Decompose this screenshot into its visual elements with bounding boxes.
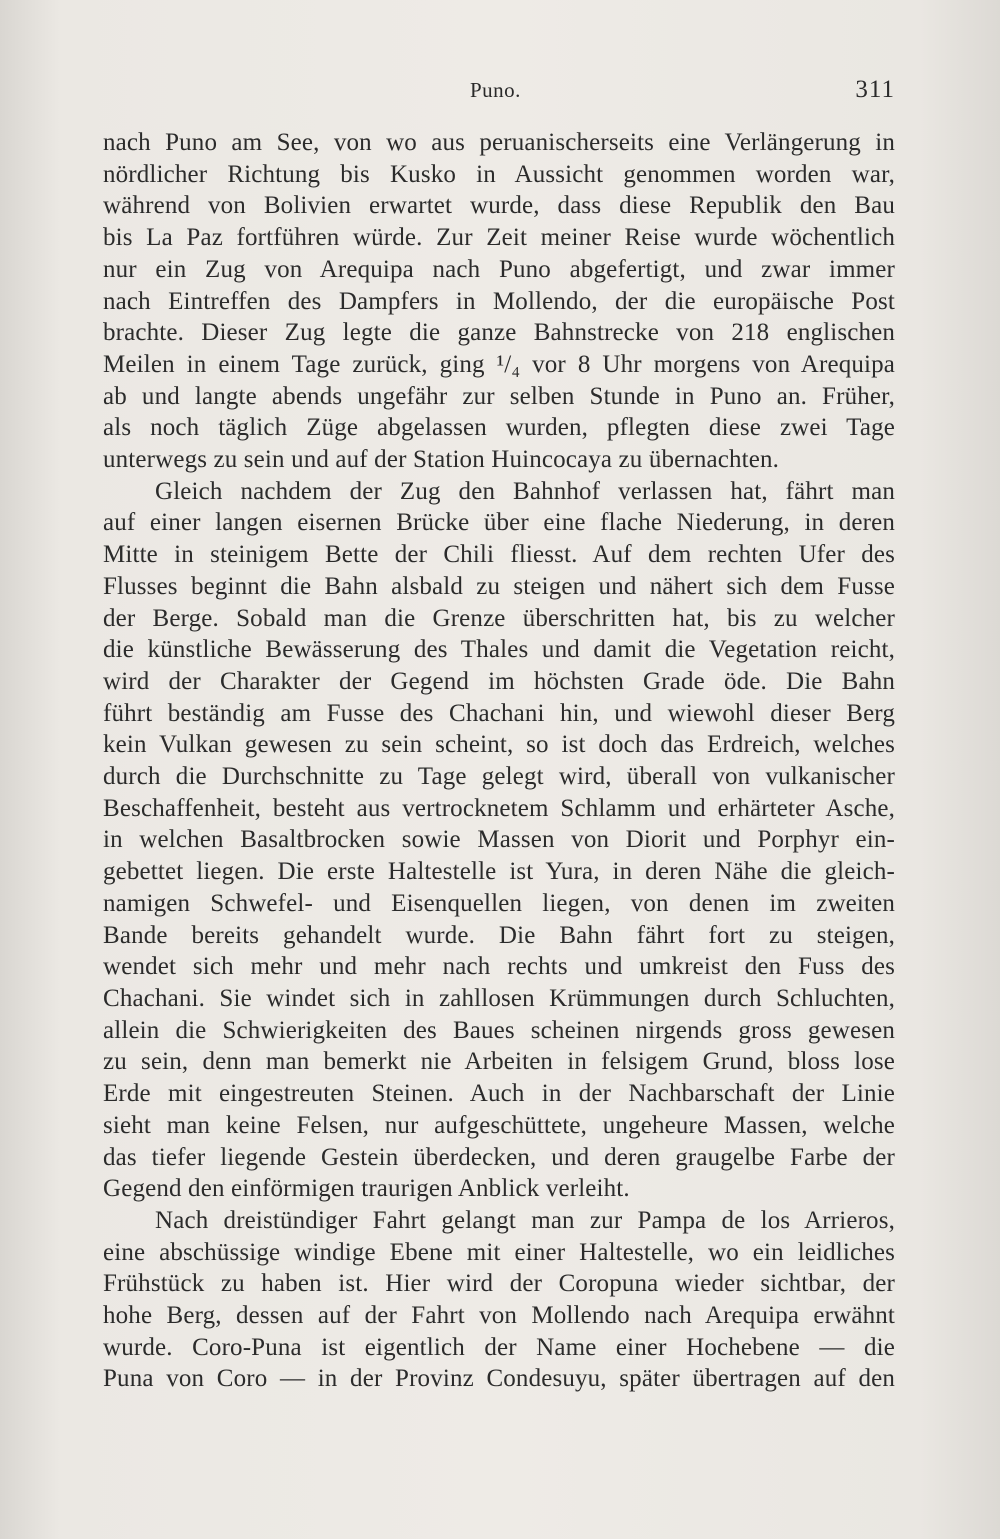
page-header: [100, 78, 895, 108]
text-line: Mitte in steinigem Bette der Chili fliesst. Auf dem rechten Ufer des: [103, 541, 895, 569]
text-line: Chachani. Sie windet sich in zahllosen Krümmungen durch Schluchten,: [103, 984, 895, 1012]
text-line: zu sein, denn man bemerkt nie Arbeiten in felsigem Grund, bloss lose: [103, 1048, 895, 1076]
text-line: Bande bereits gehandelt wurde. Die Bahn fährt fort zu steigen,: [103, 921, 895, 949]
text-line: namigen Schwefel- und Eisenquellen liegen, von denen im zweiten: [103, 889, 895, 917]
text-line: nach Eintreffen des Dampfers in Mollendo, der die europäische Post: [103, 287, 895, 315]
text-line: die künstliche Bewässerung des Thales und damit die Vegetation reicht,: [103, 636, 895, 664]
page-number: 311: [855, 76, 895, 103]
text-line: allein die Schwierigkeiten des Baues scheinen nirgends gross gewesen: [103, 1016, 895, 1044]
text-line: brachte. Dieser Zug legte die ganze Bahnstrecke von 218 englischen: [103, 319, 895, 347]
text-line: gebettet liegen. Die erste Haltestelle ist Yura, in deren Nähe die gleich-: [103, 858, 895, 886]
text-line: ab und langte abends ungefähr zur selben Stunde in Puno an. Früher,: [103, 382, 895, 410]
text-line: Erde mit eingestreuten Steinen. Auch in der Nachbarschaft der Linie: [103, 1080, 895, 1108]
text-line: eine abschüssige windige Ebene mit einer Haltestelle, wo ein leidliches: [103, 1238, 895, 1266]
text-line: in welchen Basaltbrocken sowie Massen von Diorit und Porphyr ein-: [103, 826, 895, 854]
text-line: kein Vulkan gewesen zu sein scheint, so ist doch das Erdreich, welches: [103, 731, 895, 759]
text-line: auf einer langen eisernen Brücke über eine flache Niederung, in deren: [103, 509, 895, 537]
text-line: sieht man keine Felsen, nur aufgeschüttete, ungeheure Massen, welche: [103, 1111, 895, 1139]
text-line: Beschaffenheit, besteht aus vertrocknetem Schlamm und erhärteter Asche,: [103, 794, 895, 822]
body-text: [103, 127, 895, 1395]
text-line: als noch täglich Züge abgelassen wurden, pflegten diese zwei Tage: [103, 414, 895, 442]
text-line: nach Puno am See, von wo aus peruanischerseits eine Verlängerung in: [103, 129, 895, 156]
text-line: Frühstück zu haben ist. Hier wird der Coropuna wieder sichtbar, der: [103, 1270, 895, 1298]
text-line: nur ein Zug von Arequipa nach Puno abgefertigt, und zwar immer: [103, 255, 895, 283]
text-line: wendet sich mehr und mehr nach rechts und umkreist den Fuss des: [103, 953, 895, 981]
paragraph-1: [103, 127, 895, 476]
text-line: unterwegs zu sein und auf der Station Huincocaya zu übernachten.: [103, 446, 780, 474]
text-line: während von Bolivien erwartet wurde, dass diese Republik den Bau: [103, 192, 895, 220]
text-line: nördlicher Richtung bis Kusko in Aussicht genommen worden war,: [103, 160, 895, 188]
text-line: Puna von Coro — in der Provinz Condesuyu, später übertragen auf den: [103, 1365, 895, 1393]
text-line: wurde. Coro-Puna ist eigentlich der Name einer Hochebene — die: [103, 1333, 895, 1361]
text-line: bis La Paz fortführen würde. Zur Zeit meiner Reise wurde wöchentlich: [103, 224, 895, 252]
text-line: hohe Berg, dessen auf der Fahrt von Mollendo nach Arequipa erwähnt: [103, 1302, 895, 1330]
text-line: Flusses beginnt die Bahn alsbald zu steigen und nähert sich dem Fusse: [103, 572, 895, 600]
text-line: führt beständig am Fusse des Chachani hin, und wiewohl dieser Berg: [103, 699, 895, 727]
text-line: durch die Durchschnitte zu Tage gelegt wird, überall von vulkanischer: [103, 763, 895, 791]
paragraph-2: [103, 476, 895, 1205]
paragraph-3: [103, 1205, 895, 1395]
text-line: Gegend den einförmigen traurigen Anblick verleiht.: [103, 1175, 630, 1203]
text-line: das tiefer liegende Gestein überdecken, und deren graugelbe Farbe der: [103, 1143, 895, 1171]
text-line: wird der Charakter der Gegend im höchsten Grade öde. Die Bahn: [103, 667, 895, 695]
text-line: Gleich nachdem der Zug den Bahnhof verlassen hat, fährt man: [155, 477, 895, 505]
running-head: Puno.: [470, 78, 521, 102]
text-line: der Berge. Sobald man die Grenze überschritten hat, bis zu welcher: [103, 604, 895, 632]
text-line: Nach dreistündiger Fahrt gelangt man zur Pampa de los Arrieros,: [155, 1206, 895, 1234]
text-line: Meilen in einem Tage zurück, ging ¹/₄ vor 8 Uhr morgens von Arequipa: [103, 350, 895, 378]
